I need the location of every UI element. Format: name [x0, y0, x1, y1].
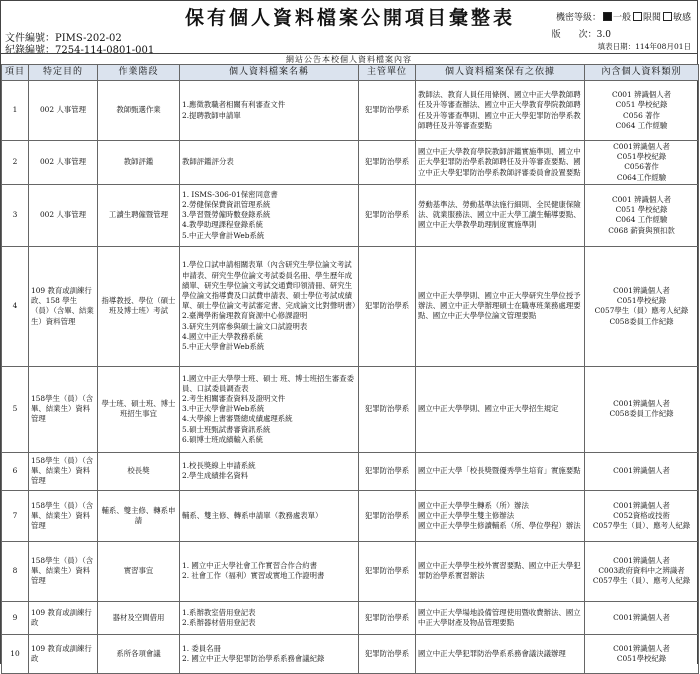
file-name-line: 5.碩士班甄試書審資訊系統: [182, 424, 271, 434]
file-name-line: 3.學習暨勞僱時數登錄系統: [182, 210, 271, 220]
category-line: C001辨識個人者: [613, 466, 670, 476]
cell-stage: 工讀生聘僱暨管理: [98, 184, 180, 246]
basis-line: 國立中正大學學則、國立中正大學研究生學位授予辦法、國立中正大學辦理碩士在職專班業務處理要點、國立中正大學學位論文管理要點: [418, 291, 581, 321]
file-name-line: 1. ISMS-306-01保密同意書: [182, 189, 278, 199]
cell-item: 4: [2, 246, 29, 366]
cell-unit: 犯罪防治學系: [359, 246, 416, 366]
classification-checkbox[interactable]: [603, 12, 612, 21]
basis-line: 國立中正大學學生轉系（所）辦法: [418, 500, 529, 510]
cell-unit: 犯罪防治學系: [359, 541, 416, 601]
cell-basis: [416, 81, 585, 141]
classification-options: [601, 13, 691, 23]
cell-basis: [416, 601, 585, 634]
basis-line: 國立中正大學學生雙主修辦法: [418, 510, 515, 520]
basis-line: 國立中正大學教育學院教師評鑑實施準則、國立中正大學犯罪防治學系教師聘任及升等審查要點、國立中正大學犯罪防治學系教師評審委員會設置要點: [418, 147, 581, 177]
cell-stage: 指導教授、學位（碩士班及博士班）考試: [98, 246, 180, 366]
basis-line: 國立中正大學學生校外實習要點、國立中正大學犯罪防治學系實習辦法: [418, 561, 581, 581]
basis-line: 國立中正大學「校長獎暨優秀學生培育」實施要點: [418, 466, 581, 476]
file-name-line: 1. 委員名冊: [182, 643, 221, 653]
file-name-line: 2. 國立中正大學犯罪防治學系系務會議紀錄: [182, 653, 325, 663]
cell-files: [180, 184, 359, 246]
file-name-line: 5.中正大學會計Web系統: [182, 230, 265, 240]
cell-files: [180, 81, 359, 141]
cell-basis: [416, 141, 585, 185]
cell-purpose: 109 教育或訓練行政: [29, 601, 98, 634]
basis-line: 國立中正大學場地設備管理使用暨收費辦法、國立中正大學財產及物品管理要點: [418, 607, 581, 627]
header-unit: 主管單位: [359, 65, 416, 81]
cell-basis: [416, 452, 585, 490]
cell-unit: 犯罪防治學系: [359, 490, 416, 541]
file-name-line: 4.教學助理課程登錄系統: [182, 220, 263, 230]
category-line: C001辨識個人者: [613, 500, 670, 510]
cell-unit: 犯罪防治學系: [359, 601, 416, 634]
cell-categories: [585, 366, 699, 452]
category-line: C051學校紀錄: [616, 653, 667, 663]
table-row: [2, 601, 699, 634]
category-line: C003政府資料中之辨識者: [598, 566, 685, 576]
cell-categories: [585, 601, 699, 634]
category-line: C064 工作經驗: [615, 120, 668, 130]
category-line: C057學生（員）應考人紀錄: [594, 306, 689, 316]
cell-files: [180, 246, 359, 366]
table-row: [2, 541, 699, 601]
file-name-line: 2.臺灣學術倫理教育資源中心修課證明: [182, 311, 308, 321]
cell-stage: 學士班、碩士班、博士班招生事宜: [98, 366, 180, 452]
cell-unit: 犯罪防治學系: [359, 141, 416, 185]
cell-basis: [416, 490, 585, 541]
cell-item: 9: [2, 601, 29, 634]
file-name-line: 1.應徵教職者相關有利審查文件: [182, 100, 286, 110]
cell-stage: 輔系、雙主修、轉系申請: [98, 490, 180, 541]
file-name-line: 4.大學線上書審暨總成績處理系統: [182, 414, 293, 424]
header-purpose: 特定目的: [29, 65, 98, 81]
header-file-name: 個人資料檔案名稱: [180, 65, 359, 81]
cell-item: 1: [2, 81, 29, 141]
basis-line: 國立中正大學學生修讀輔系（所、學位學程）辦法: [418, 520, 581, 530]
category-line: C064工作經驗: [616, 172, 667, 182]
header-stage: 作業階段: [98, 65, 180, 81]
category-line: C056 著作: [623, 110, 660, 120]
file-name-line: 1.學位口試申請相關表單（內含研究生學位論文考試申請表、研究生學位論文考試委員名冊、學生歷年成績單、研究生學位論文考試交通費印領清冊、研究生學位論文指導費及口試費申請表、碩士學位考試成績單、碩士學位論文考試審定書、完成論文比對聲明書）: [182, 260, 360, 311]
category-line: C057學生（員）、應考人紀錄: [592, 520, 691, 530]
classification-checkbox[interactable]: [633, 12, 642, 21]
classification: [556, 10, 691, 23]
basis-line: 國立中正大學犯罪防治學系系務會議決議辦理: [418, 648, 566, 658]
category-line: C052資格或技術: [613, 510, 670, 520]
cell-stage: 教師甄選作業: [98, 81, 180, 141]
category-line: C001辨識個人者: [613, 556, 670, 565]
cell-basis: [416, 541, 585, 601]
category-line: C051學校紀錄: [616, 296, 667, 306]
cell-categories: [585, 541, 699, 601]
header-categories: 內含個人資料類別: [585, 65, 699, 81]
table-row: [2, 490, 699, 541]
category-line: C001 辨識個人者: [611, 194, 672, 204]
cell-item: 7: [2, 490, 29, 541]
version: 版 次：3.0: [551, 30, 611, 40]
file-name-line: 1. 國立中正大學社會工作實習合作合約書: [182, 561, 318, 571]
header-item: 項目: [2, 65, 29, 81]
category-line: C057學生（員）、應考人紀錄: [592, 576, 691, 586]
category-line: C068 薪資與預扣款: [608, 225, 675, 235]
classification-option-label: 限閱: [642, 13, 661, 23]
file-name-line: 2.勞健保保費資訊管理系統: [182, 200, 271, 209]
cell-item: 3: [2, 184, 29, 246]
classification-option-label: 敏感: [672, 13, 691, 23]
cell-stage: 教師評鑑: [98, 141, 180, 185]
cell-purpose: 158學生（員）（含畢、結業生）資料管理: [29, 541, 98, 601]
file-name-line: 1.國立中正大學學士班、碩士 班、博士班招生審查委員、口試委員調查表: [182, 373, 354, 393]
classification-checkbox[interactable]: [663, 12, 672, 21]
cell-files: [180, 141, 359, 185]
table-row: [2, 141, 699, 185]
cell-unit: 犯罪防治學系: [359, 452, 416, 490]
table-row: [2, 452, 699, 490]
cell-files: [180, 541, 359, 601]
classification-label: 機密等級：: [555, 13, 601, 23]
table-row: [2, 184, 699, 246]
table-row: [2, 246, 699, 366]
cell-unit: 犯罪防治學系: [359, 81, 416, 141]
cell-basis: [416, 246, 585, 366]
doc-number: 文件編號：PIMS-202-02: [5, 33, 122, 44]
cell-categories: [585, 81, 699, 141]
table-row: [2, 366, 699, 452]
category-line: C001辨識個人者: [613, 643, 670, 653]
cell-files: [180, 452, 359, 490]
cell-files: [180, 366, 359, 452]
file-name-line: 3.研究生列席參與碩士論文口試證明表: [182, 321, 308, 331]
cell-stage: 校長獎: [98, 452, 180, 490]
document-title: 保有個人資料檔案公開項目彙整表: [184, 7, 515, 29]
file-name-line: 2.學生成績排名資料: [182, 471, 249, 481]
banner: 網站公告本校個人資料檔案內容: [1, 53, 697, 65]
category-line: C064 工作經驗: [615, 215, 668, 225]
table-row: [2, 634, 699, 673]
category-line: C051 學校紀錄: [615, 100, 668, 110]
file-name-line: 3.中正大學會計Web系統: [182, 404, 265, 414]
cell-categories: [585, 246, 699, 366]
cell-stage: 系所各項會議: [98, 634, 180, 673]
cell-categories: [585, 184, 699, 246]
cell-basis: [416, 184, 585, 246]
fill-date: 填表日期：114年08月01日: [597, 42, 691, 51]
cell-item: 2: [2, 141, 29, 185]
cell-stage: 實習事宜: [98, 541, 180, 601]
file-name-line: 6.碩博士班成績輸入系統: [182, 434, 263, 444]
category-line: C058委員工作紀錄: [609, 409, 674, 419]
category-line: C051 學校紀錄: [615, 205, 668, 215]
category-line: C051學校紀錄: [616, 152, 667, 162]
file-name-line: 輔系、雙主修、轉系申請單（教務處表單）: [182, 510, 323, 520]
cell-purpose: 109 教育或訓練行政: [29, 634, 98, 673]
cell-categories: [585, 490, 699, 541]
category-line: C058委員工作紀錄: [609, 316, 674, 326]
file-name-line: 1.系辦教室借用登記表: [182, 607, 256, 617]
header-basis: 個人資料檔案保有之依據: [416, 65, 585, 81]
basis-line: 勞動基準法、勞動基準法施行細則、全民健康保險法、就業服務法、國立中正大學工讀生輔導要點、國立中正大學教學助理制度實施準則: [418, 200, 581, 230]
cell-unit: 犯罪防治學系: [359, 634, 416, 673]
cell-purpose: 002 人事管理: [29, 81, 98, 141]
cell-item: 10: [2, 634, 29, 673]
category-line: C056著作: [624, 162, 659, 172]
cell-purpose: 002 人事管理: [29, 184, 98, 246]
basis-line: 教師法、教育人員任用條例、國立中正大學教師聘任及升等審查辦法、國立中正大學教育學院教師聘任及升等審查準則、國立中正大學犯罪防治學系教師聘任及升等審查要點: [418, 90, 581, 130]
cell-categories: [585, 141, 699, 185]
cell-categories: [585, 634, 699, 673]
cell-purpose: 002 人事管理: [29, 141, 98, 185]
cell-purpose: 109 教育或訓練行政、158 學生（員）（含畢、結業生）資料管理: [29, 246, 98, 366]
category-line: C001辨識個人者: [613, 285, 670, 295]
file-name-line: 2.考生相關審查資料及證明文件: [182, 394, 286, 403]
record-number: 紀錄編號：7254-114-0801-001: [5, 45, 155, 56]
table-header-row: [2, 65, 699, 81]
file-name-line: 2.系辦器材借用登記表: [182, 617, 256, 627]
basis-line: 國立中正大學學則、國立中正大學招生規定: [418, 404, 559, 414]
file-name-line: 5.中正大學會計Web系統: [182, 342, 265, 352]
cell-unit: 犯罪防治學系: [359, 366, 416, 452]
cell-unit: 犯罪防治學系: [359, 184, 416, 246]
file-name-line: 2. 社會工作（福利）實習或實地工作證明書: [182, 571, 325, 581]
cell-files: [180, 634, 359, 673]
cell-purpose: 158學生（員）（含畢、結業生）資料管理: [29, 452, 98, 490]
category-line: C001辨識個人者: [613, 612, 670, 622]
classification-option-label: 一般: [612, 13, 631, 23]
cell-item: 6: [2, 452, 29, 490]
file-name-line: 1.校長獎線上申請系統: [182, 461, 256, 471]
category-line: C001辨識個人者: [613, 399, 670, 409]
cell-basis: [416, 366, 585, 452]
file-name-line: 4.國立中正大學教務系統: [182, 331, 263, 341]
data-table: [1, 64, 699, 674]
table-row: [2, 81, 699, 141]
category-line: C001 辨識個人者: [611, 90, 672, 100]
cell-basis: [416, 634, 585, 673]
cell-item: 5: [2, 366, 29, 452]
cell-item: 8: [2, 541, 29, 601]
cell-categories: [585, 452, 699, 490]
cell-files: [180, 490, 359, 541]
cell-purpose: 158學生（員）（含畢、結業生）資料管理: [29, 490, 98, 541]
file-name-line: 教師評鑑評分表: [182, 157, 234, 167]
cell-purpose: 158學生（員）（含畢、結業生）資料管理: [29, 366, 98, 452]
cell-files: [180, 601, 359, 634]
file-name-line: 2.提聘教師申請單: [182, 110, 241, 120]
category-line: C001辨識個人者: [613, 142, 670, 151]
cell-stage: 器材及空間借用: [98, 601, 180, 634]
